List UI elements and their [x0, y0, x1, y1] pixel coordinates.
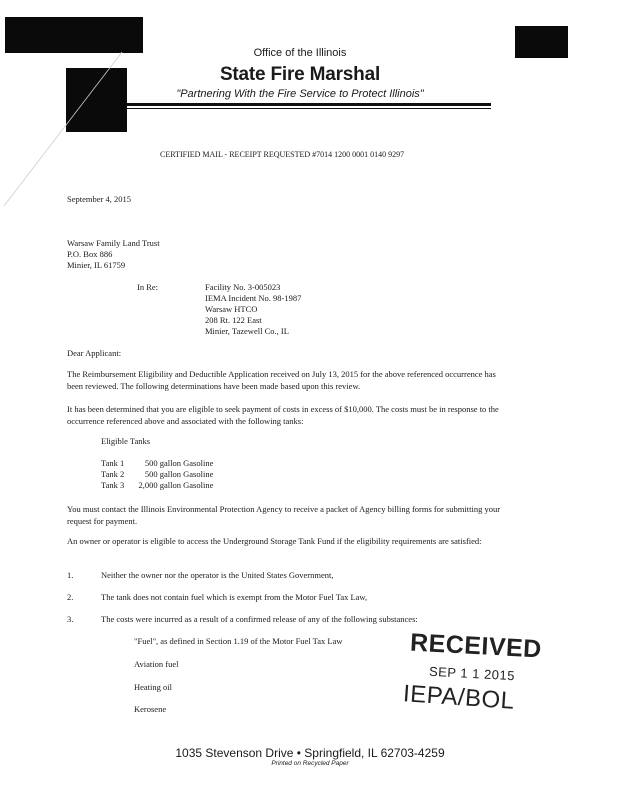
facility-number: Facility No. 3-005023: [205, 282, 281, 292]
paragraph-eligibility: It has been determined that you are eligible to seek payment of costs in excess of $10,000. The costs must be in response to the occurrence referenced above and associated with the following tanks:: [67, 404, 499, 426]
tank-product: Gasoline: [183, 458, 214, 468]
paragraph-eligibility-requirements: An owner or operator is eligible to access the Underground Storage Tank Fund if the eligibility requirements are satisfied:: [67, 536, 482, 546]
stamp-date-text: SEP 1 1 2015: [428, 663, 516, 684]
footer-recycled-note: Printed on Recycled Paper: [271, 760, 349, 767]
facility-name: Warsaw HTCO: [205, 304, 258, 314]
eligible-tanks-heading: Eligible Tanks: [101, 436, 151, 446]
requirement-text: The tank does not contain fuel which is exempt from the Motor Fuel Tax Law,: [101, 592, 368, 602]
tank-size: 500 gallon: [144, 469, 181, 479]
tank-size: 500 gallon: [144, 458, 181, 468]
requirement-number: 3.: [67, 614, 74, 624]
header-rule-thin: [127, 108, 491, 109]
agency-motto: "Partnering With the Fire Service to Protect Illinois": [176, 88, 424, 100]
stamp-received-text: RECEIVED: [409, 628, 543, 664]
received-stamp: [395, 628, 545, 723]
substance-item: Heating oil: [134, 682, 173, 692]
letter-date: September 4, 2015: [67, 194, 131, 204]
facility-city: Minier, Tazewell Co., IL: [205, 326, 289, 336]
substance-item: Kerosene: [134, 704, 167, 714]
salutation: Dear Applicant:: [67, 348, 122, 358]
stamp-office-text: IEPA/BOL: [402, 680, 516, 715]
substance-item: "Fuel", as defined in Section 1.19 of the Motor Fuel Tax Law: [134, 636, 343, 646]
requirement-text: Neither the owner nor the operator is the United States Government,: [101, 570, 334, 580]
tank-row: [101, 458, 213, 469]
tank-row: [101, 469, 213, 480]
requirement-number: 2.: [67, 592, 74, 602]
incident-number: IEMA Incident No. 98-1987: [205, 293, 302, 303]
addressee-name: Warsaw Family Land Trust: [67, 238, 160, 248]
paragraph-contact-iepa: You must contact the Illinois Environmental Protection Agency to receive a packet of Agency billing forms for submitting your request for payment.: [67, 504, 501, 526]
certified-mail-line: CERTIFIED MAIL - RECEIPT REQUESTED #7014 1200 0001 0140 9297: [160, 150, 405, 159]
addressee-po-box: P.O. Box 886: [67, 249, 113, 259]
substance-item: Aviation fuel: [134, 659, 179, 669]
requirement-number: 1.: [67, 570, 74, 580]
requirement-text: The costs were incurred as a result of a confirmed release of any of the following substances:: [101, 614, 418, 624]
tank-size: 2,000 gallon: [138, 480, 181, 490]
header-rule-thick: [127, 103, 491, 106]
office-of-label: Office of the Illinois: [253, 47, 347, 59]
tank-label: Tank 1: [101, 458, 125, 468]
footer-address: 1035 Stevenson Drive • Springfield, IL 62703-4259: [175, 746, 445, 760]
addressee-city: Minier, IL 61759: [67, 260, 126, 270]
tank-product: Gasoline: [183, 469, 214, 479]
tank-product: Gasoline: [183, 480, 214, 490]
tank-row: [101, 480, 213, 491]
paragraph-review: The Reimbursement Eligibility and Deductible Application received on July 13, 2015 for the above referenced occurrence has been reviewed. The following determinations have been made based upon this review.: [67, 369, 496, 391]
in-re-label: In Re:: [137, 282, 159, 292]
tank-label: Tank 2: [101, 469, 125, 479]
agency-name: State Fire Marshal: [219, 64, 381, 85]
tank-label: Tank 3: [101, 480, 125, 490]
facility-address: 208 Rt. 122 East: [205, 315, 262, 325]
